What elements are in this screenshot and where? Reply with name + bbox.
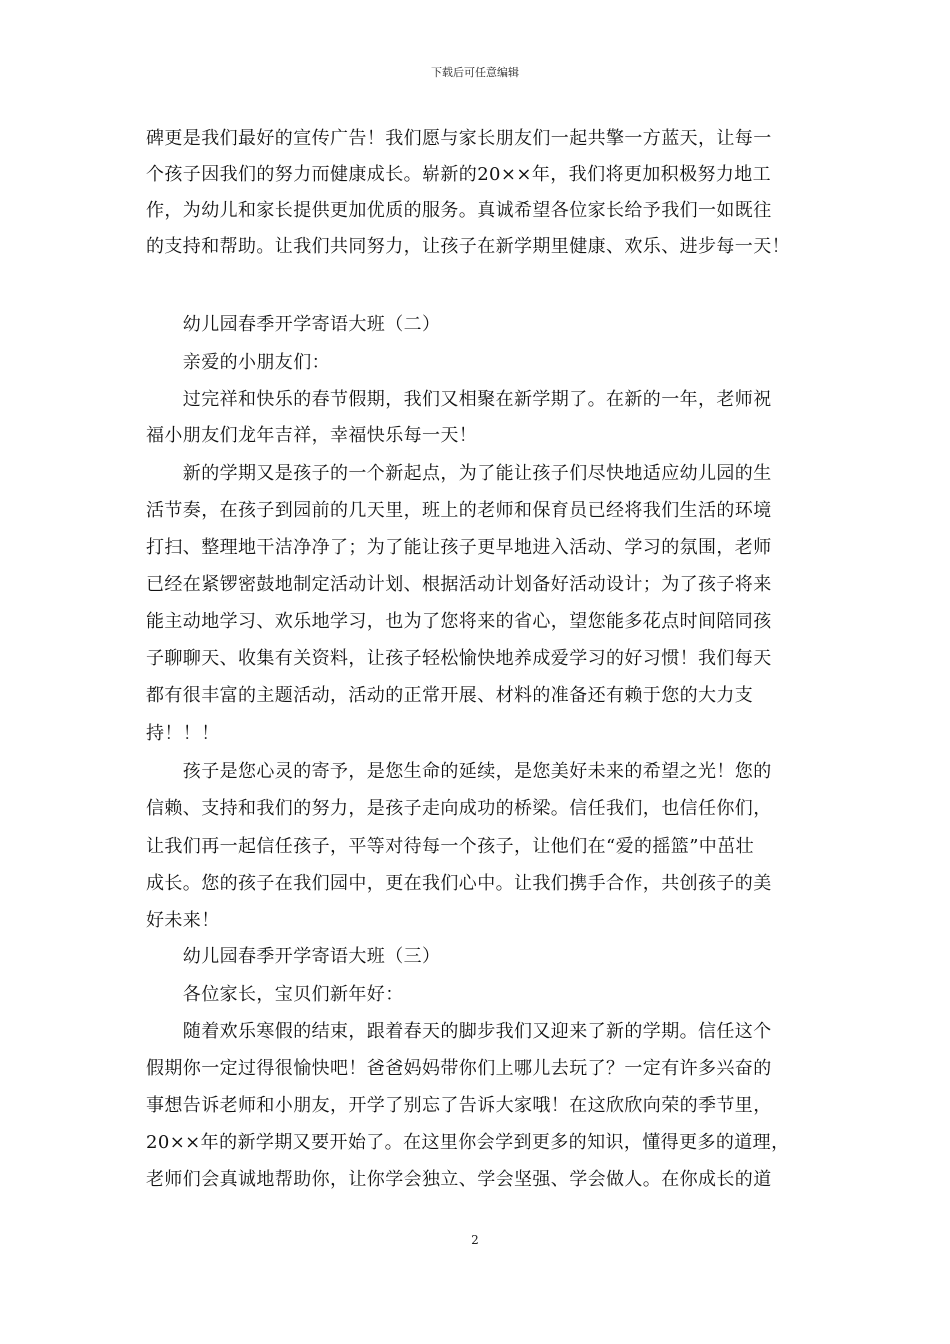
text-line: 个孩子因我们的努力而健康成长。崭新的20××年，我们将更加积极努力地工 — [146, 164, 772, 185]
text-line: 碑更是我们最好的宣传广告！我们愿与家长朋友们一起共擎一方蓝天，让每一 — [146, 128, 772, 149]
salutation: 亲爱的小朋友们： — [146, 352, 330, 373]
salutation: 各位家长，宝贝们新年好： — [146, 984, 404, 1005]
text-line: 的支持和帮助。让我们共同努力，让孩子在新学期里健康、欢乐、进步每一天！ — [146, 236, 790, 257]
text-line: 福小朋友们龙年吉祥，幸福快乐每一天！ — [146, 425, 478, 446]
text-line: 好未来！ — [146, 910, 220, 931]
text-line: 作，为幼儿和家长提供更加优质的服务。真诚希望各位家长给予我们一如既往 — [146, 200, 772, 221]
text-line: 能主动地学习、欢乐地学习，也为了您将来的省心，望您能多花点时间陪同孩 — [146, 611, 772, 632]
text-line: 信赖、支持和我们的努力，是孩子走向成功的桥梁。信任我们，也信任你们， — [146, 798, 772, 819]
text-line: 已经在紧锣密鼓地制定活动计划、根据活动计划备好活动设计；为了孩子将来 — [146, 574, 772, 595]
text-line: 事想告诉老师和小朋友，开学了别忘了告诉大家哦！在这欣欣向荣的季节里， — [146, 1095, 772, 1116]
text-line: 成长。您的孩子在我们园中，更在我们心中。让我们携手合作，共创孩子的美 — [146, 873, 772, 894]
section-heading: 幼儿园春季开学寄语大班（三） — [146, 946, 441, 967]
text-line: 新的学期又是孩子的一个新起点，为了能让孩子们尽快地适应幼儿园的生 — [146, 463, 772, 484]
text-line: 20××年的新学期又要开始了。在这里你会学到更多的知识，懂得更多的道理， — [146, 1132, 790, 1153]
text-line: 都有很丰富的主题活动，活动的正常开展、材料的准备还有赖于您的大力支 — [146, 685, 754, 706]
text-line: 让我们再一起信任孩子，平等对待每一个孩子，让他们在“爱的摇篮”中茁壮 — [146, 836, 755, 857]
text-line: 孩子是您心灵的寄予，是您生命的延续，是您美好未来的希望之光！您的 — [146, 761, 772, 782]
text-line: 持！！！ — [146, 723, 220, 744]
text-line: 打扫、整理地干洁净净了；为了能让孩子更早地进入活动、学习的氛围，老师 — [146, 537, 772, 558]
text-line: 老师们会真诚地帮助你，让你学会独立、学会坚强、学会做人。在你成长的道 — [146, 1169, 772, 1190]
page-number: 2 — [471, 1233, 479, 1247]
page-header-note: 下载后可任意编辑 — [431, 66, 519, 79]
text-line: 活节奏，在孩子到园前的几天里，班上的老师和保育员已经将我们生活的环境 — [146, 500, 772, 521]
text-line: 子聊聊天、收集有关资料，让孩子轻松愉快地养成爱学习的好习惯！我们每天 — [146, 648, 772, 669]
text-line: 假期你一定过得很愉快吧！爸爸妈妈带你们上哪儿去玩了？一定有许多兴奋的 — [146, 1058, 772, 1079]
text-line: 过完祥和快乐的春节假期，我们又相聚在新学期了。在新的一年，老师祝 — [146, 389, 772, 410]
text-line: 随着欢乐寒假的结束，跟着春天的脚步我们又迎来了新的学期。信任这个 — [146, 1021, 772, 1042]
section-heading: 幼儿园春季开学寄语大班（二） — [146, 314, 441, 335]
